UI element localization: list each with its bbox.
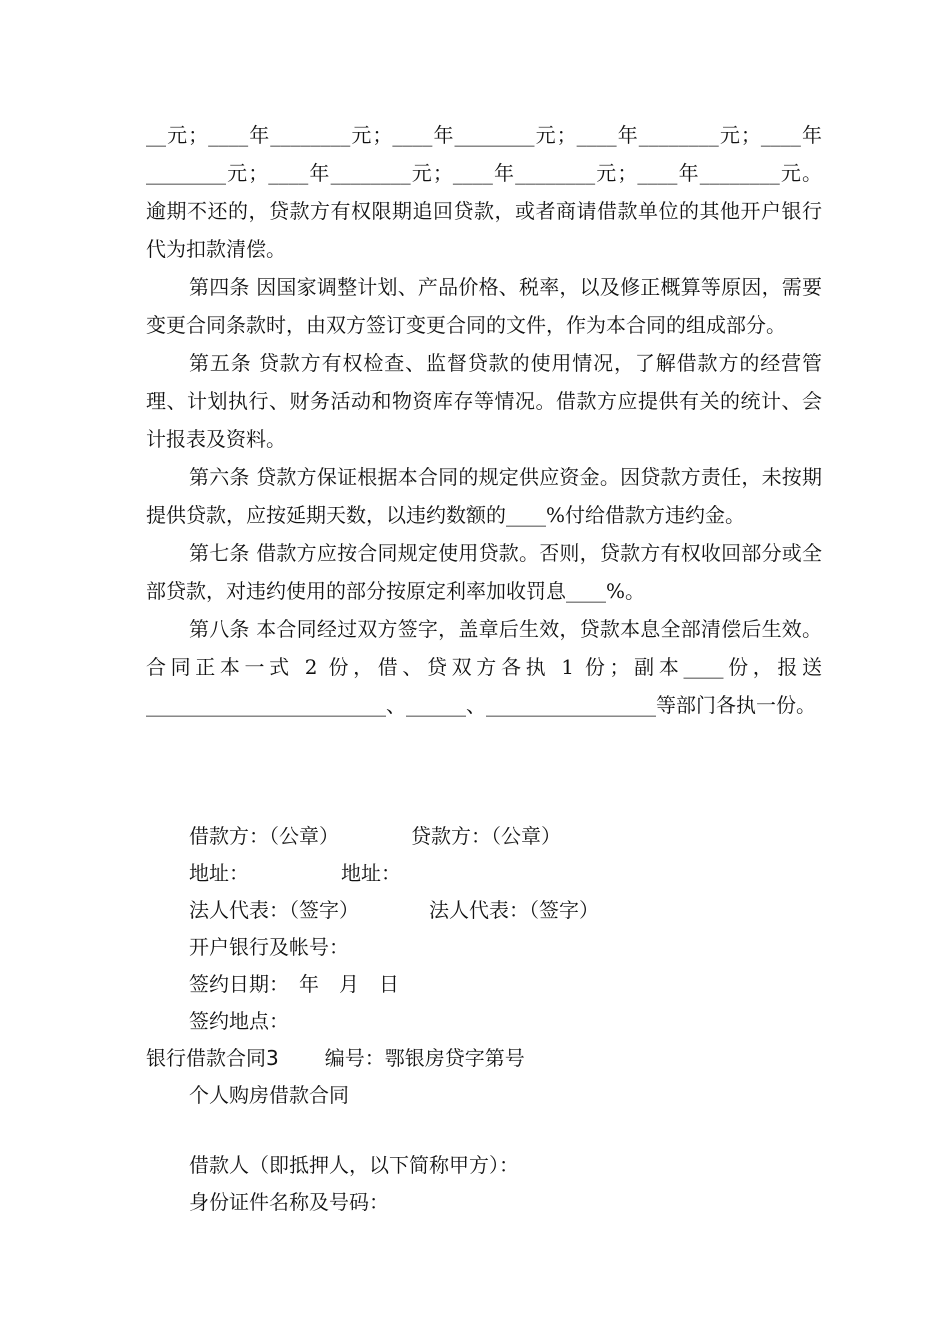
- representative-line: [146, 892, 846, 929]
- id-document-label: 身份证件名称及号码：: [189, 1190, 389, 1214]
- contract-clauses: [146, 116, 822, 724]
- article-7: 第七条 借款方应按合同规定使用贷款。否则，贷款方有权收回部分或全部贷款，对违约使用的部分按原定利率加收罚息____%。: [146, 541, 822, 603]
- article-6: 第六条 贷款方保证根据本合同的规定供应资金。因贷款方责任，未按期提供贷款，应按延期天数，以违约数额的____%付给借款方违约金。: [146, 465, 822, 527]
- article-8: 第八条 本合同经过双方签字，盖章后生效，贷款本息全部清偿后生效。合同正本一式 2 份，借、贷双方各执 1 份；副本____份，报送________________________、______、_________________等部门各执一份。: [146, 617, 822, 717]
- section-3: [146, 1040, 846, 1221]
- repayment-schedule-paragraph: __元；____年________元；____年________元；____年________元；____年________元；____年________元；____年________元；____年________元。逾期不还的，贷款方有权限期追回贷款，或者商请借款单位的其他开户银行代为扣款清偿。: [146, 123, 822, 261]
- lender-seal: 贷款方：（公章）: [411, 824, 561, 848]
- borrower-label: 借款人（即抵押人，以下简称甲方）：: [189, 1153, 519, 1177]
- signing-place: 签约地点：: [189, 1009, 289, 1033]
- seal-line: [146, 818, 846, 855]
- bank-account: 开户银行及帐号：: [189, 935, 349, 959]
- article-5: 第五条 贷款方有权检查、监督贷款的使用情况，了解借款方的经营管理、计划执行、财务活动和物资库存等情况。借款方应提供有关的统计、会计报表及资料。: [146, 351, 822, 451]
- contract-subtitle: 个人购房借款合同: [189, 1083, 349, 1107]
- signing-date: 签约日期： 年 月 日: [189, 972, 399, 996]
- address-line: [146, 855, 846, 892]
- contract-number-label: 编号：鄂银房贷字第号: [324, 1046, 525, 1070]
- borrower-representative: 法人代表：（签字）: [189, 898, 359, 922]
- borrower-seal: 借款方：（公章）: [189, 824, 339, 848]
- signature-block: [146, 818, 846, 1040]
- article-4: 第四条 因国家调整计划、产品价格、税率，以及修正概算等原因，需要变更合同条款时，由双方签订变更合同的文件，作为本合同的组成部分。: [146, 275, 822, 337]
- section-3-heading-line: [146, 1040, 846, 1077]
- lender-representative: 法人代表：（签字）: [429, 898, 599, 922]
- borrower-address: 地址：: [189, 861, 249, 885]
- section-3-heading: 银行借款合同3: [146, 1046, 279, 1070]
- lender-address: 地址：: [341, 861, 401, 885]
